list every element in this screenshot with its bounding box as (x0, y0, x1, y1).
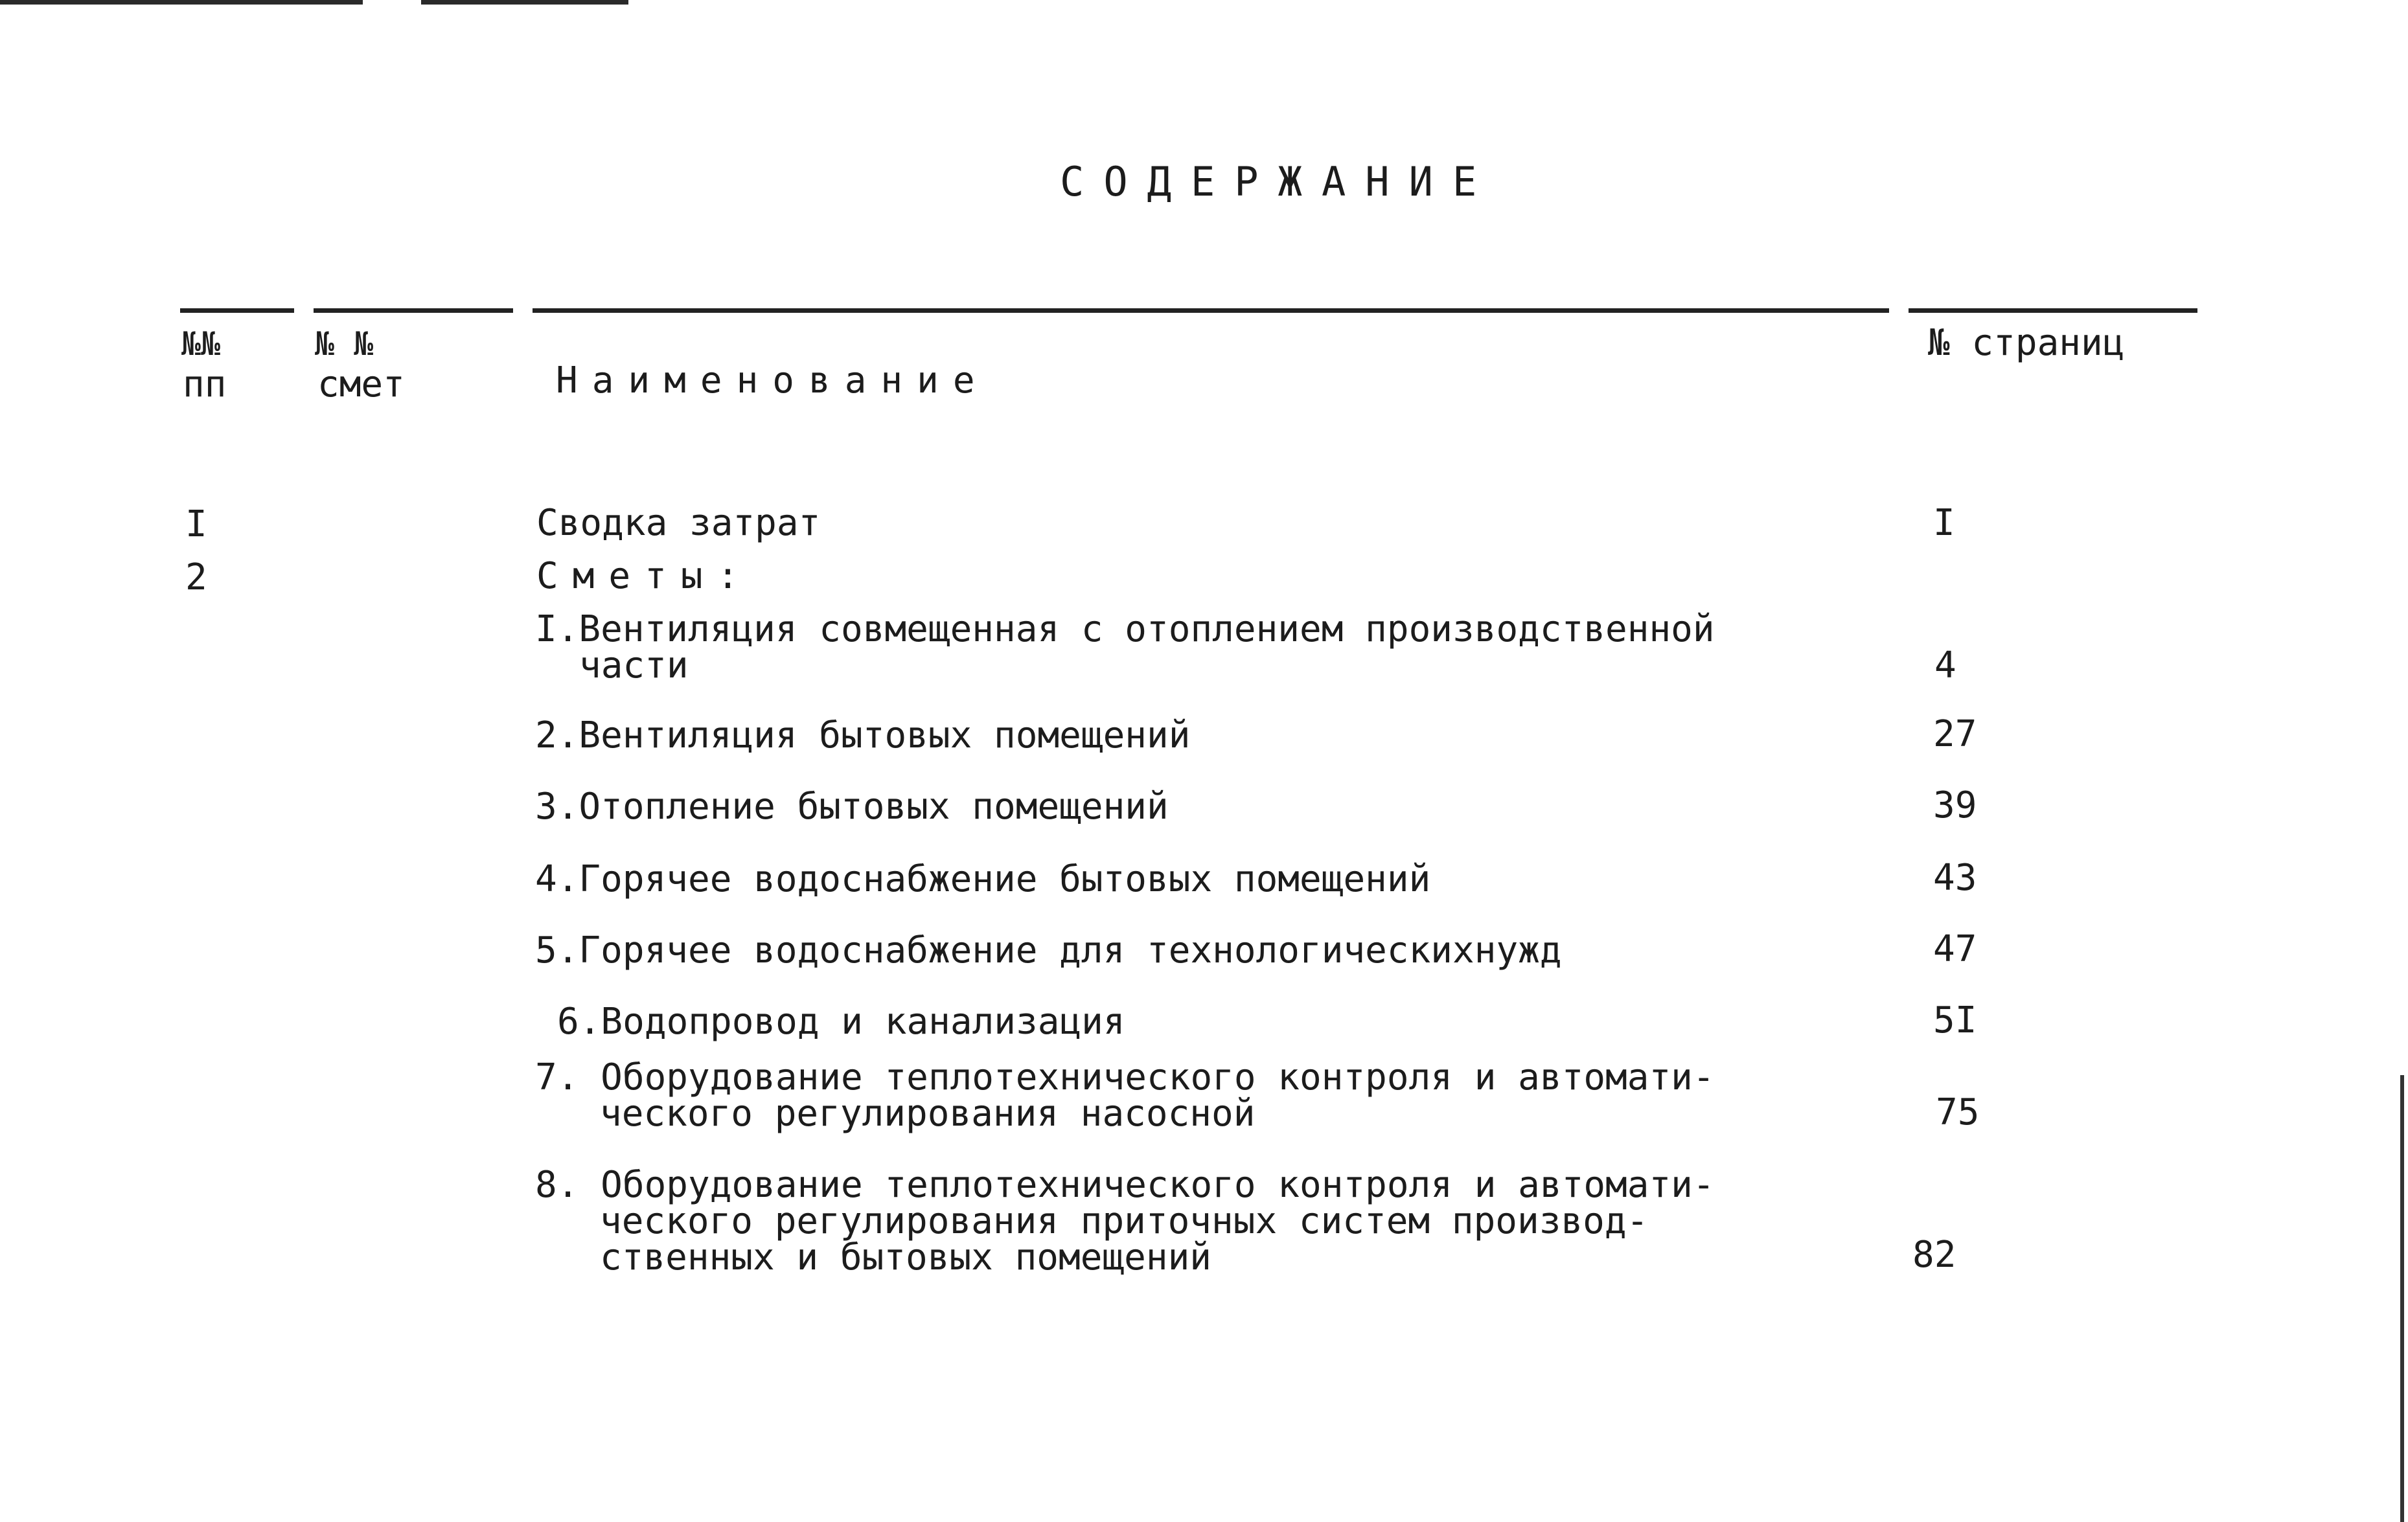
header-rule-est (314, 308, 513, 313)
col-header-num-top: №№ (181, 325, 221, 363)
estimate-item-line: ческого регулирования приточных систем производ- (600, 1200, 1649, 1242)
col-header-pages: № страниц (1928, 322, 2125, 364)
estimate-item-line: 7. Оборудование теплотехнического контроля и автомати- (535, 1056, 1715, 1098)
estimate-item-page: 82 (1912, 1234, 1956, 1276)
estimate-item-line: ческого регулирования насосной (600, 1093, 1256, 1135)
estimate-item-line: 4.Горячее водоснабжение бытовых помещений (535, 858, 1431, 900)
row-name: Сметы: (536, 555, 753, 597)
estimate-item-page: 47 (1933, 928, 1977, 970)
header-rule-num (180, 308, 294, 313)
estimate-item-line: 8. Оборудование теплотехнического контроля и автомати- (535, 1164, 1715, 1206)
estimate-item-page: 75 (1936, 1091, 1980, 1133)
estimate-item-line: части (579, 644, 689, 687)
col-header-est-bottom: смет (317, 363, 405, 405)
header-rule-pages (1909, 308, 2197, 313)
estimate-item-line: 5.Горячее водоснабжение для технологическихнужд (535, 929, 1562, 971)
col-header-name: Наименование (556, 359, 989, 402)
scan-mark (421, 0, 628, 5)
header-rule-name (533, 308, 1889, 313)
row-number: I (185, 503, 207, 545)
estimate-item-page: 27 (1933, 713, 1977, 755)
estimate-item-line: 6.Водопровод и канализация (557, 1001, 1125, 1043)
row-name: Сводка затрат (536, 502, 821, 544)
col-header-num-bottom: пп (183, 363, 227, 405)
estimate-item-page: 39 (1933, 784, 1977, 826)
estimate-item-line: ственных и бытовых помещений (600, 1236, 1212, 1278)
estimate-item-page: 5I (1933, 999, 1977, 1041)
estimate-item-page: 4 (1934, 644, 1956, 687)
estimate-item-page: 43 (1933, 857, 1977, 899)
page-title: СОДЕРЖАНИЕ (1060, 158, 1496, 205)
estimate-item-line: 3.Отопление бытовых помещений (535, 786, 1169, 828)
row-page: I (1933, 502, 1955, 544)
estimate-item-line: 2.Вентиляция бытовых помещений (535, 714, 1191, 756)
estimate-item-line: I.Вентиляция совмещенная с отоплением производственной (535, 608, 1715, 650)
row-number: 2 (185, 556, 207, 598)
col-header-est-top: № № (315, 325, 374, 363)
scan-mark (0, 0, 363, 5)
scan-edge-mark (2400, 1075, 2404, 1522)
